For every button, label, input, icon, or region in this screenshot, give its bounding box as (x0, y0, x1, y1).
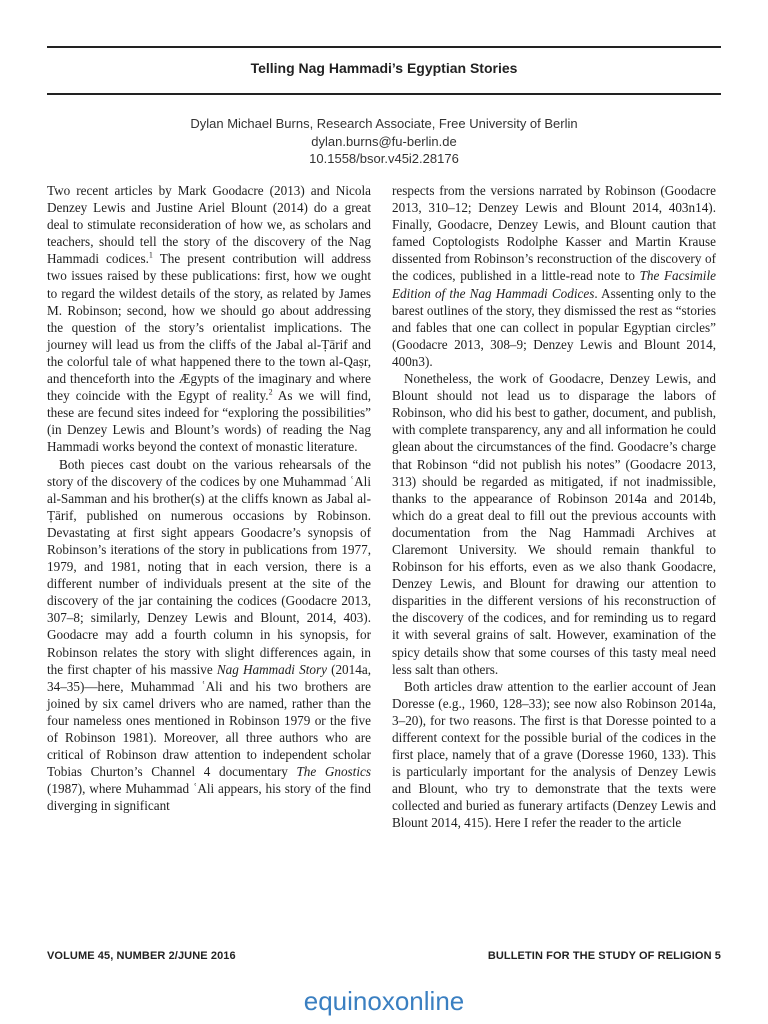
footnote-ref[interactable]: 2 (268, 387, 273, 397)
author-block (47, 115, 721, 168)
title-rule-bottom (47, 93, 721, 95)
paragraph-text: Both pieces cast doubt on the various rehearsals of the story of the discovery of the codices by one Muhammad ʿAli al-Samman and his brother(s) at the cliffs known as Jabal al-Ṭārif, published on numerous occasions by Robinson. Devastating at first sight appears Goodacre’s synopsis of Robinson’s iterations of the story in publications from 1977, 1979, and 1981, noting that in each version, there is a different number of individuals present at the site of the discovery of the jar containing the codices (Goodacre 2013, 307–8; similarly, Denzey Lewis and Blount, 2014, 403). Goodacre may add a fourth column in his synopsis, for Robinson relates the story with slight differences again, in the first chapter of his massive (47, 456, 371, 677)
article-doi[interactable]: 10.1558/bsor.v45i2.28176 (309, 151, 459, 166)
footer-volume: VOLUME 45, NUMBER 2/JUNE 2016 (47, 950, 236, 962)
paragraph: Nonetheless, the work of Goodacre, Denzey Lewis, and Blount should not lead us to disparage the labors of Robinson, who did his best to gather, document, and publish, with complete transparency, any and all information he could glean about the circumstances of the find. Goodacre’s charge that Robinson “did not publish his notes” (Goodacre 2013, 313) should be regarded as mitigated, if not inadmissible, thanks to the appearance of Robinson 2014a and 2014b, which do a great deal to fill out the previous accounts with documentation from the Nag Hammadi Archives at Claremont University. We should remain thankful to Robinson for his efforts, even as we also thank Goodacre, Denzey Lewis, and Blount for drawing our attention to disparities in the different versions of his reconstruction of the discovery of the codices, and for reminding us to regard it with several grains of salt. However, examination of the spicy details show that some courses of this tasty meal need less salt than others. (392, 371, 716, 677)
left-column (47, 182, 371, 814)
paragraph-text: As we will find, these are fecund sites indeed for “exploring the possibilities” (in Denzey Lewis and Blount’s words) of reading the Nag Hammadi works beyond the context of monastic literature. (47, 388, 372, 455)
paragraph: Both articles draw attention to the earlier account of Jean Doresse (e.g., 1960, 128–33); see now also Robinson 2014a, 3–20), for two reasons. The first is that Doresse pointed to a different context for the possible burial of the codices in the first place, namely that of a grave (Doresse 1960, 133). This is particularly important for the analysis of Denzey Lewis and Blount, who try to demonstrate that the texts were collected and buried as funerary artifacts (Denzey Lewis and Blount 2014, 415). Here I refer the reader to the article (392, 678, 716, 831)
author-affiliation: Dylan Michael Burns, Research Associate, Free University of Berlin (190, 116, 578, 131)
paragraph-text: . Assenting only to the barest outlines of the story, they dismissed the rest as “stories and fables that one can collect in popular Egyptian circles” (Goodacre 2013, 308–9; Denzey Lewis and Blount 2014, 400n3). (392, 285, 716, 369)
paragraph (392, 182, 716, 370)
paragraph (47, 182, 371, 456)
book-title: Nag Hammadi Story (216, 661, 327, 677)
article-title: Telling Nag Hammadi’s Egyptian Stories (250, 60, 518, 76)
publisher-logo[interactable]: equinoxonline (303, 986, 465, 1016)
title-rule-top (47, 46, 721, 48)
paragraph-text: Two recent articles by Mark Goodacre (2013) and Nicola Denzey Lewis and Justine Ariel Blount (2014) do a great deal to stimulate reconsideration of how we, as scholars and teachers, should tell the story of the discovery of the Nag Hammadi codices. (47, 183, 371, 267)
footnote-ref[interactable]: 1 (148, 250, 153, 260)
right-column (392, 182, 716, 832)
paragraph (47, 456, 371, 815)
footer-journal: BULLETIN FOR THE STUDY OF RELIGION 5 (487, 950, 721, 962)
paragraph-text: The present contribution will address two issues raised by these publications: first, how we ought to regard the wildest details of the story, as related by James M. Robinson; second, how we should go about addressing the question of the story’s orientalist implications. The journey will lead us from the cliffs of the Jabal al-Ṭārif and the colorful tale of what happened there to the town al-Qaṣr, and thenceforth into the Ægypts of the imaginary and where they coincide with the Egypt of reality. (47, 251, 371, 404)
paragraph-text: (1987), where Muhammad ʿAli appears, his story of the find diverging in significant (47, 781, 371, 814)
film-title: The Gnostics (296, 764, 371, 780)
paragraph-text: respects from the versions narrated by Robinson (Goodacre 2013, 310–12; Denzey Lewis and Blount 2014, 403n14). Finally, Goodacre, Denzey Lewis, and Blount caution that famed Coptologists Rodolphe Kasser and Martin Krause dissented from Robinson’s reconstruction of the discovery of the codices, published in a little-read note to (392, 183, 716, 284)
author-email[interactable]: dylan.burns@fu-berlin.de (311, 133, 457, 149)
paragraph-text: (2014a, 34–35)—here, Muhammad ʿAli and his two brothers are joined by six camel drivers who are named, rather than the four nameless ones mentioned in Robinson 1979 or the five of Robinson 1981). Moreover, all three authors who are critical of Robinson draw attention to independent scholar Tobias Churton’s Channel 4 documentary (47, 661, 371, 780)
book-title: The Facsimile Edition of the Nag Hammadi Codices (392, 268, 716, 301)
